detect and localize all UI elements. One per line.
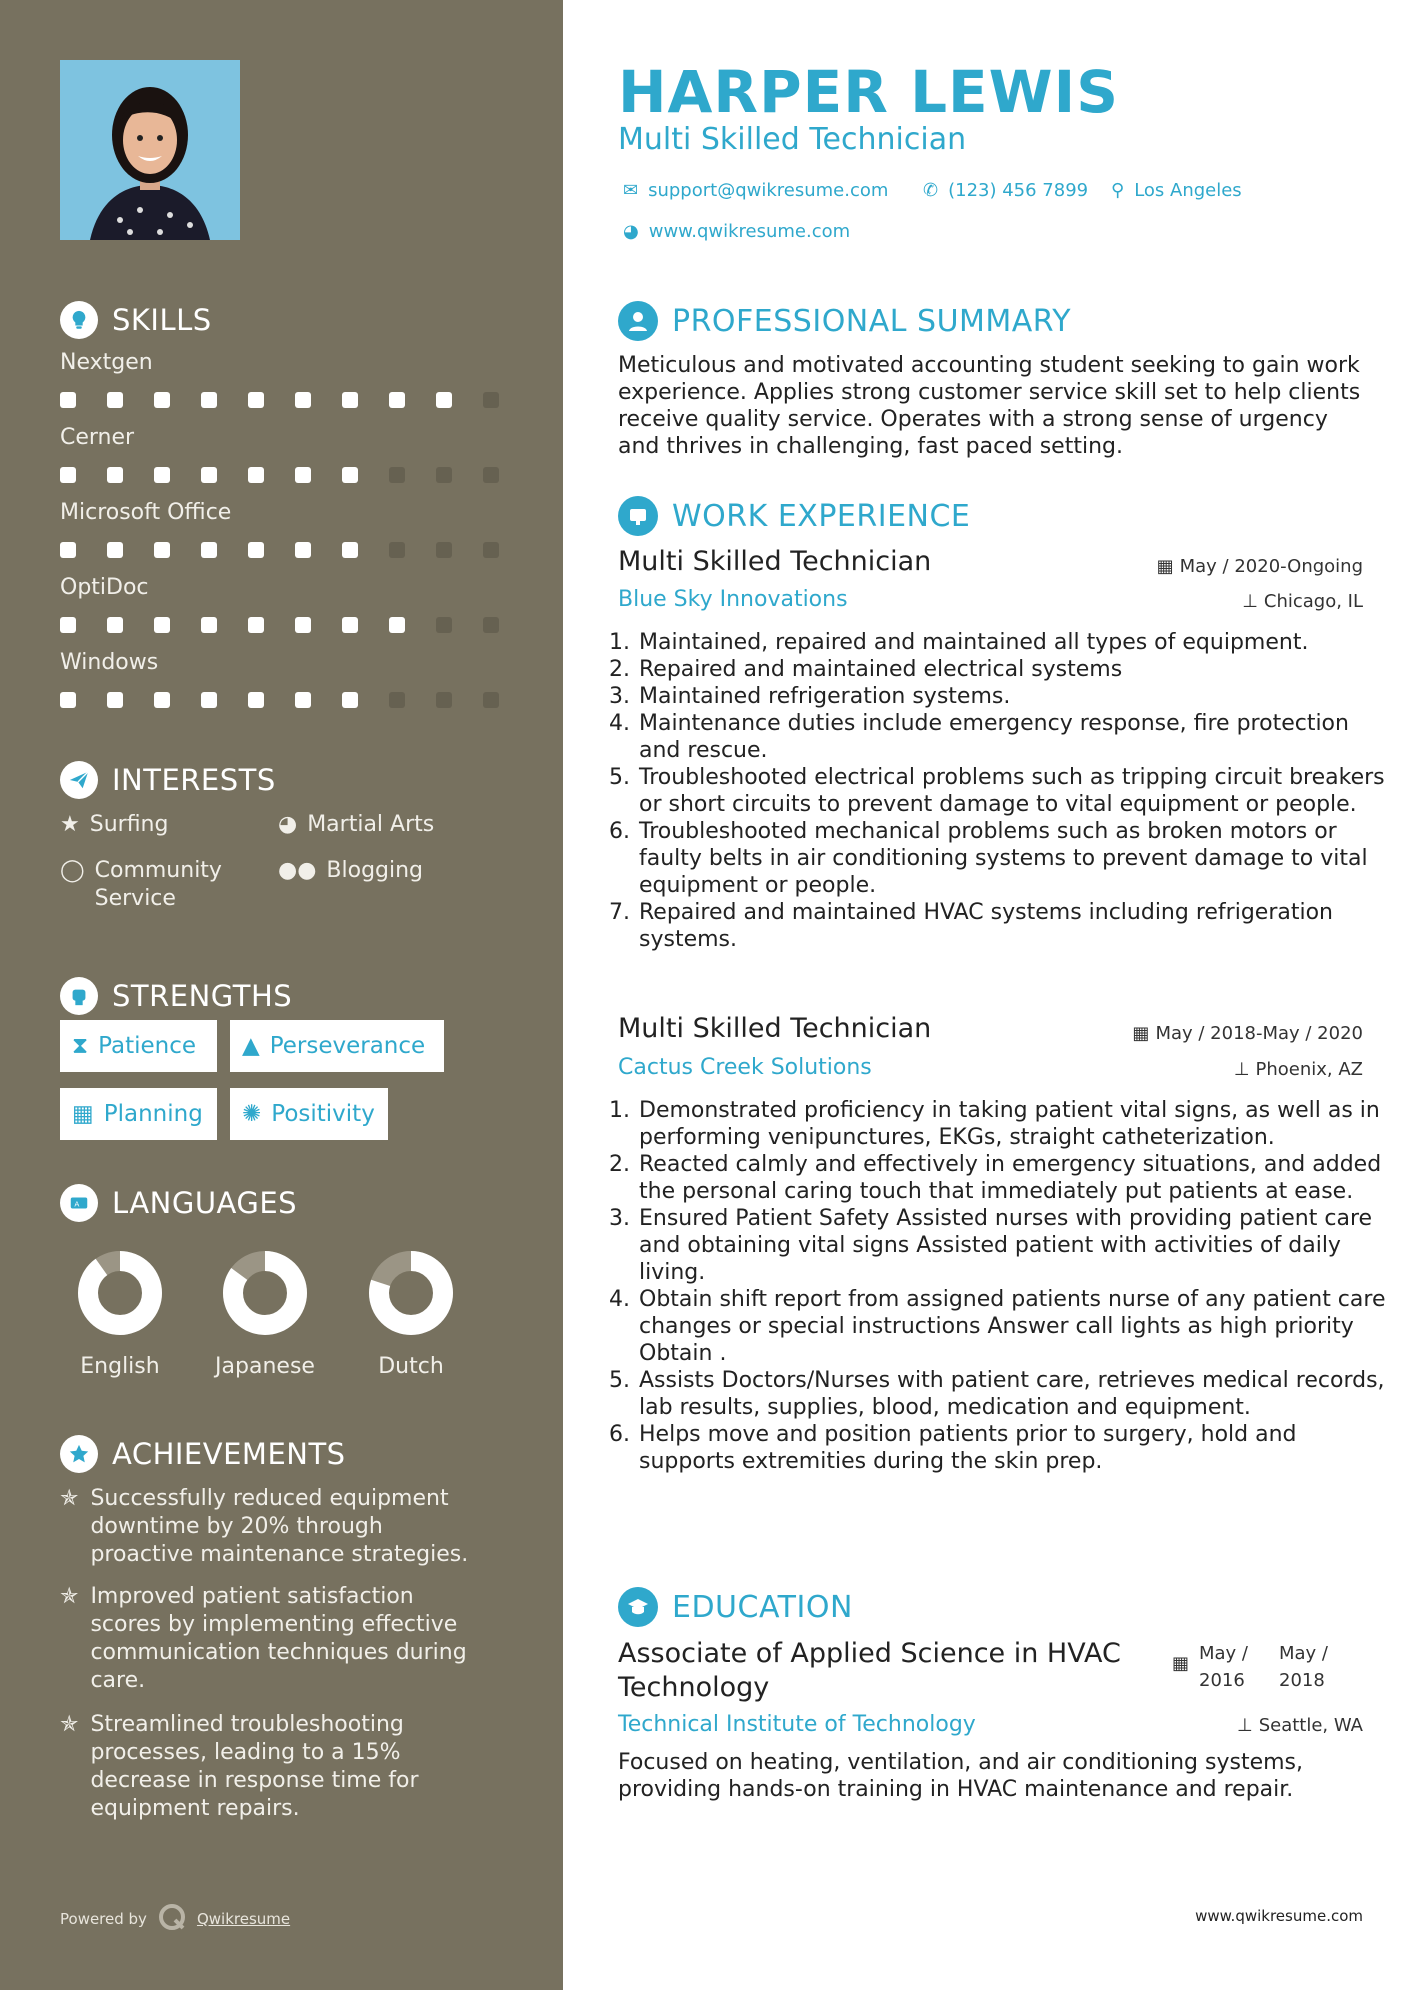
skill-dot: [60, 692, 76, 708]
phone-contact: ✆ (123) 456 7899: [923, 180, 1089, 201]
experience-heading: WORK EXPERIENCE: [618, 496, 970, 536]
skill-dot: [483, 692, 499, 708]
list-item: 4. Obtain shift report from assigned patients nurse of any patient care changes or special instructions Answer call lights as high priority Obtain .: [637, 1286, 1387, 1367]
user-icon: [618, 301, 658, 341]
users-icon: ●●: [278, 858, 317, 883]
profile-photo: [60, 60, 240, 240]
job-duties-list: [618, 1097, 1387, 1475]
skill-dot: [436, 542, 452, 558]
email-link[interactable]: support@qwikresume.com: [648, 180, 889, 201]
shooting-star-icon: ✯: [60, 1486, 79, 1511]
skill-dot: [154, 617, 170, 633]
list-item: 2. Repaired and maintained electrical systems: [637, 656, 1387, 683]
fist-icon: [60, 977, 98, 1015]
languages-heading: A LANGUAGES: [60, 1184, 297, 1222]
candidate-name: HARPER LEWIS: [618, 58, 1119, 126]
skill-dot: [248, 617, 264, 633]
skill-dot: [60, 392, 76, 408]
hourglass-icon: ⧗: [72, 1033, 89, 1059]
skill-dot: [154, 542, 170, 558]
main-content: [563, 0, 1407, 1990]
list-item: 3. Ensured Patient Safety Assisted nurses with providing patient care and obtaining vital signs Assisted patient with activities of daily living.: [637, 1205, 1387, 1286]
skill-dot: [436, 692, 452, 708]
list-item: 2. Reacted calmly and effectively in emergency situations, and added the personal caring touch that immediately put patients at ease.: [637, 1151, 1387, 1205]
candidate-role: Multi Skilled Technician: [618, 122, 967, 157]
skill-dot: [342, 392, 358, 408]
qwikresume-link[interactable]: Qwikresume: [196, 1910, 291, 1928]
skill-dot: [154, 467, 170, 483]
job-duties-list: [618, 629, 1387, 953]
hand-icon: ◯: [60, 858, 85, 883]
interest-item: ◕ Martial Arts: [278, 812, 435, 837]
calendar-icon: ▦: [1156, 556, 1174, 577]
phone-icon: ✆: [923, 180, 939, 201]
skill-dot: [483, 392, 499, 408]
globe-icon: ◕: [623, 221, 639, 242]
shooting-star-icon: ✯: [60, 1712, 79, 1737]
skill-dot: [248, 542, 264, 558]
skill-dot: [483, 467, 499, 483]
strength-badge: ▲ Perseverance: [230, 1020, 444, 1072]
calendar-icon: ▦: [72, 1101, 94, 1127]
skill-dot: [201, 542, 217, 558]
strength-badge: ✺ Positivity: [230, 1088, 388, 1140]
skill-dot: [389, 392, 405, 408]
lightbulb-icon: [60, 301, 98, 339]
achievement-item: ✯ Successfully reduced equipment downtime by 20% through proactive maintenance strategies.: [60, 1486, 469, 1567]
achievements-heading: ACHIEVEMENTS: [60, 1435, 346, 1473]
language-label: Japanese: [215, 1354, 315, 1379]
graduate-icon: [618, 1587, 658, 1627]
interests-heading: INTERESTS: [60, 761, 276, 799]
strength-badge: ▦ Planning: [60, 1088, 217, 1140]
skill-dot: [295, 617, 311, 633]
language-icon: [60, 1184, 98, 1222]
skill-dot: [201, 392, 217, 408]
skill-name: Nextgen: [60, 350, 153, 375]
interest-item: ★ Surfing: [60, 812, 169, 837]
list-item: 1. Maintained, repaired and maintained all types of equipment.: [637, 629, 1387, 656]
strength-badge: ⧗ Patience: [60, 1020, 217, 1072]
job-dates: ▦ May / 2018-May / 2020: [1132, 1023, 1363, 1044]
skill-name: Cerner: [60, 425, 135, 450]
shooting-star-icon: ✯: [60, 1584, 79, 1609]
job-location: ⊥ Chicago, IL: [1242, 591, 1363, 612]
list-item: 1. Demonstrated proficiency in taking patient vital signs, as well as in performing venipunctures, EKGs, straight catheterization.: [637, 1097, 1387, 1151]
language-rings: [70, 1248, 470, 1348]
skill-level: [60, 542, 530, 558]
skill-dot: [389, 617, 405, 633]
skill-dot: [436, 617, 452, 633]
job-title: Multi Skilled Technician: [618, 546, 932, 577]
list-item: 6. Helps move and position patients prior to surgery, hold and supports extremities during the skin prep.: [637, 1421, 1387, 1475]
skill-dot: [248, 392, 264, 408]
skill-level: [60, 617, 530, 633]
sidebar: [0, 0, 563, 1990]
map-pin-icon: ⚲: [1111, 180, 1125, 201]
skill-dot: [389, 692, 405, 708]
skill-dot: [107, 467, 123, 483]
skill-dot: [436, 467, 452, 483]
skill-dot: [295, 467, 311, 483]
footer-website: www.qwikresume.com: [1195, 1907, 1363, 1925]
skill-dot: [295, 692, 311, 708]
skill-level: [60, 467, 530, 483]
skill-dot: [60, 617, 76, 633]
interest-item: ◯ Community Service: [60, 858, 222, 911]
website-contact: [623, 221, 850, 242]
pushpin-icon: ⊥: [1233, 1059, 1250, 1080]
skill-dot: [107, 542, 123, 558]
road-icon: ▲: [242, 1033, 260, 1059]
education-description: Focused on heating, ventilation, and air conditioning systems, providing hands-on training in HVAC maintenance and repair.: [618, 1750, 1304, 1802]
summary-text: Meticulous and motivated accounting student seeking to gain work experience. Applies strong customer service skill set to help clients receive quality service. Operates with a strong sense of urgency and thrives in challenging, fast paced setting.: [618, 353, 1361, 459]
envelope-icon: ✉: [623, 180, 639, 201]
skill-dot: [389, 467, 405, 483]
briefcase-icon: [618, 496, 658, 536]
list-item: 4. Maintenance duties include emergency response, fire protection and rescue.: [637, 710, 1387, 764]
skill-dot: [154, 392, 170, 408]
svg-text:A: A: [74, 1199, 80, 1209]
education-start: May / 2016: [1199, 1643, 1248, 1691]
school-name: Technical Institute of Technology: [618, 1712, 976, 1737]
language-label: Dutch: [378, 1354, 444, 1379]
interest-item: ●● Blogging: [278, 858, 424, 883]
skill-dot: [60, 542, 76, 558]
language-ring-english: [88, 1261, 152, 1325]
skill-dot: [342, 542, 358, 558]
location-contact: ⚲ Los Angeles: [1111, 180, 1242, 201]
list-item: 5. Assists Doctors/Nurses with patient care, retrieves medical records, lab results, supplies, blood, medication and equipment.: [637, 1367, 1387, 1421]
list-item: 5. Troubleshooted electrical problems such as tripping circuit breakers or short circuits to prevent damage to vital equipment or people.: [637, 764, 1387, 818]
skill-dot: [342, 617, 358, 633]
star-icon: ★: [60, 812, 80, 837]
summary-heading: PROFESSIONAL SUMMARY: [618, 301, 1071, 341]
education-location: ⊥ Seattle, WA: [1237, 1715, 1363, 1736]
job-title: Multi Skilled Technician: [618, 1013, 932, 1044]
pushpin-icon: ⊥: [1242, 591, 1258, 612]
skill-dot: [201, 467, 217, 483]
skill-dot: [201, 692, 217, 708]
skill-dot: [342, 692, 358, 708]
email-contact: [623, 180, 888, 201]
achievement-item: ✯ Improved patient satisfaction scores by implementing effective communication techniques during care.: [60, 1584, 467, 1693]
skill-dot: [483, 542, 499, 558]
skill-dot: [342, 467, 358, 483]
language-ring-fill: [88, 1261, 152, 1325]
education-heading: EDUCATION: [618, 1587, 853, 1627]
pushpin-icon: ⊥: [1237, 1715, 1253, 1736]
skill-dot: [201, 617, 217, 633]
job-company: Cactus Creek Solutions: [618, 1055, 872, 1080]
degree-title: Associate of Applied Science in HVAC Technology: [618, 1638, 1121, 1703]
skill-dot: [295, 542, 311, 558]
calendar-icon: ▦: [1172, 1653, 1190, 1674]
skill-dot: [60, 467, 76, 483]
strengths-heading: STRENGTHS: [60, 977, 292, 1015]
globe-icon: ◕: [278, 812, 298, 837]
skill-name: Windows: [60, 650, 159, 675]
language-ring-dutch: [379, 1261, 443, 1325]
calendar-icon: ▦: [1132, 1023, 1150, 1044]
list-item: 6. Troubleshooted mechanical problems such as broken motors or faulty belts in air conditioning systems to prevent damage to vital equipment or people.: [637, 818, 1387, 899]
powered-by: Powered by Qwikresume: [60, 1902, 290, 1936]
trophy-star-icon: [60, 1435, 98, 1473]
skill-level: [60, 392, 530, 408]
skill-dot: [248, 467, 264, 483]
skill-dot: [436, 392, 452, 408]
language-ring-japanese: [233, 1261, 297, 1325]
skill-level: [60, 692, 530, 708]
language-label: English: [80, 1354, 160, 1379]
skill-dot: [389, 542, 405, 558]
skill-name: OptiDoc: [60, 575, 149, 600]
paper-plane-icon: [60, 761, 98, 799]
skills-heading: SKILLS: [60, 301, 212, 339]
sun-icon: ✺: [242, 1101, 262, 1127]
list-item: 3. Maintained refrigeration systems.: [637, 683, 1387, 710]
list-item: 7. Repaired and maintained HVAC systems including refrigeration systems.: [637, 899, 1387, 953]
education-end: May / 2018: [1279, 1643, 1328, 1691]
job-dates: ▦ May / 2020-Ongoing: [1156, 556, 1363, 577]
achievement-item: ✯ Streamlined troubleshooting processes, leading to a 15% decrease in response time for equipment repairs.: [60, 1712, 419, 1821]
website-link[interactable]: www.qwikresume.com: [648, 221, 851, 242]
job-location: ⊥ Phoenix, AZ: [1233, 1059, 1363, 1080]
skill-dot: [483, 617, 499, 633]
skill-dot: [107, 692, 123, 708]
skill-name: Microsoft Office: [60, 500, 232, 525]
job-company: Blue Sky Innovations: [618, 587, 848, 612]
skill-dot: [107, 392, 123, 408]
skill-dot: [295, 392, 311, 408]
skill-dot: [248, 692, 264, 708]
qwikresume-logo-icon: [157, 1902, 187, 1936]
skill-dot: [154, 692, 170, 708]
skill-dot: [107, 617, 123, 633]
